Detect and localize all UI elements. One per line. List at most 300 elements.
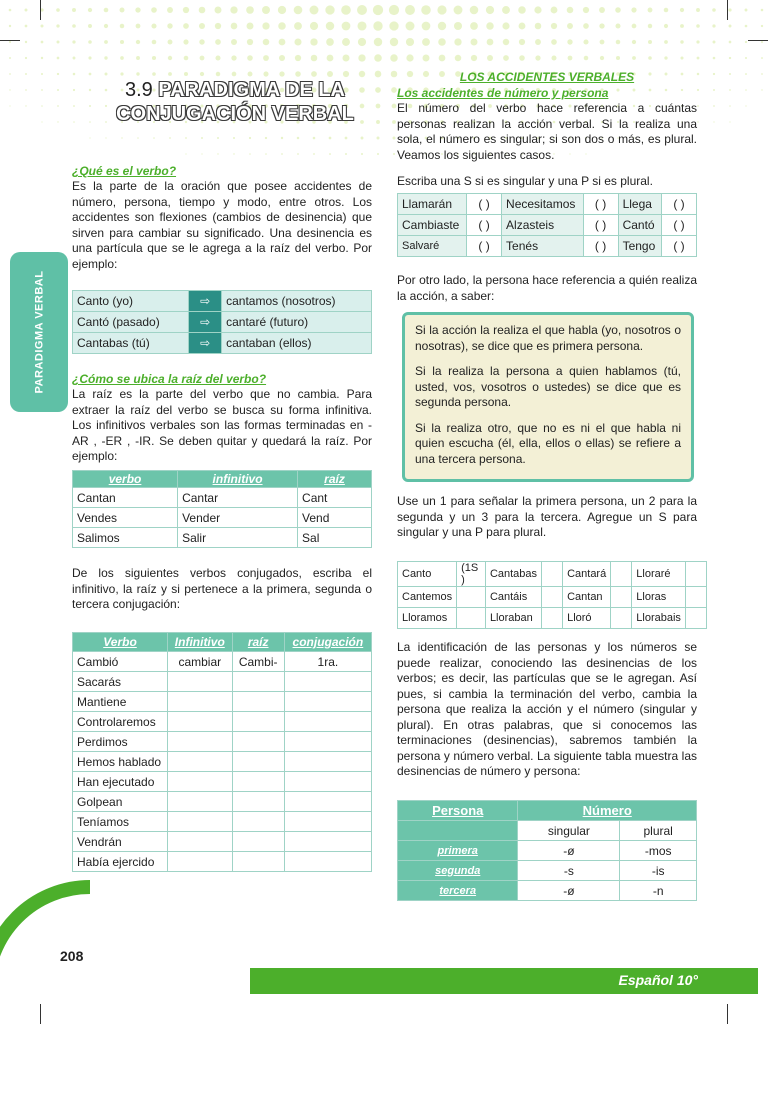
table-row (73, 488, 372, 508)
decorative-dot (247, 55, 253, 61)
decorative-dot (297, 153, 299, 155)
answer-cell (168, 812, 233, 832)
title-number: 3.9 (124, 79, 153, 101)
decorative-dot (105, 121, 107, 123)
table-row (398, 608, 707, 629)
answer-cell (168, 852, 233, 872)
decorative-dot (25, 105, 26, 106)
decorative-dot (518, 6, 526, 14)
decorative-dot (167, 23, 172, 28)
table-row (398, 215, 697, 236)
example-conjugation-table (72, 290, 372, 354)
decorative-dot (73, 89, 75, 91)
decorative-dot (310, 6, 319, 15)
table-cell: Cambió (73, 652, 168, 672)
decorative-dot (327, 55, 334, 62)
decorative-dot (313, 137, 316, 140)
decorative-dot (454, 6, 463, 15)
answer-cell: ( ) (583, 236, 618, 257)
heading-accidentes-verbales: LOS ACCIDENTES VERBALES (459, 70, 635, 84)
decorative-dot (231, 39, 237, 45)
decorative-dot (535, 55, 540, 60)
decorative-dot (57, 73, 59, 75)
decorative-dot (233, 137, 235, 139)
answer-cell (284, 852, 371, 872)
decorative-dot (648, 40, 652, 44)
decorative-dot (519, 23, 526, 30)
decorative-dot (9, 89, 10, 90)
decorative-dot (105, 105, 107, 107)
answer-cell (284, 752, 371, 772)
answer-cell (284, 712, 371, 732)
desinence-empty-cell (398, 821, 518, 841)
answer-cell (284, 732, 371, 752)
decorative-dot (167, 7, 173, 13)
arrow-icon: ⇨ (189, 291, 222, 312)
table-row (73, 291, 372, 312)
decorative-dot (389, 5, 399, 15)
crop-mark (40, 1004, 41, 1024)
decorative-dot (633, 89, 636, 92)
table-header-cell: verbo (73, 471, 178, 488)
decorative-dot (246, 6, 254, 14)
desinence-cell: -ø (518, 881, 620, 901)
decorative-dot (121, 137, 122, 138)
decorative-dot (519, 39, 525, 45)
answer-cell (232, 772, 284, 792)
decorative-dot (583, 39, 588, 44)
table-cell: Cantabas (tú) (73, 333, 189, 354)
table-cell: Perdimos (73, 732, 168, 752)
decorative-dot (329, 137, 332, 140)
decorative-dot (313, 153, 315, 155)
decorative-dot (41, 41, 44, 44)
decorative-dot (217, 137, 219, 139)
decorative-dot (390, 54, 397, 61)
answer-cell (232, 732, 284, 752)
decorative-dot (88, 8, 92, 12)
decorative-dot (199, 7, 206, 14)
answer-cell (457, 608, 486, 629)
decorative-dot (393, 137, 396, 140)
decorative-dot (183, 7, 189, 13)
decorative-dot (583, 7, 589, 13)
decorative-dot (375, 71, 382, 78)
table-cell: Cantó (618, 215, 661, 236)
decorative-dot (438, 38, 446, 46)
decorative-dot (185, 153, 186, 154)
decorative-dot (88, 40, 92, 44)
decorative-dot (357, 21, 366, 30)
decorative-dot (664, 8, 669, 13)
table-cell: Cantan (563, 587, 611, 608)
decorative-dot (502, 22, 509, 29)
decorative-dot (729, 57, 731, 59)
table-header-cell: conjugación (284, 633, 371, 652)
decorative-dot (534, 6, 541, 13)
footer-bar (250, 968, 758, 994)
decorative-dot (761, 73, 763, 75)
decorative-dot (73, 73, 76, 76)
answer-cell (168, 752, 233, 772)
decorative-dot (201, 153, 202, 154)
decorative-dot (56, 24, 59, 27)
decorative-dot (745, 105, 746, 106)
decorative-dot (393, 153, 395, 155)
decorative-dot (57, 89, 59, 91)
decorative-dot (295, 55, 301, 61)
decorative-dot (390, 38, 398, 46)
corner-arc-decoration (0, 880, 200, 1100)
decorative-dot (423, 55, 430, 62)
decorative-dot (535, 39, 541, 45)
decorative-dot (25, 73, 27, 75)
decorative-dot (248, 72, 253, 77)
decorative-dot (648, 24, 652, 28)
decorative-dot (25, 9, 28, 12)
decorative-dot (599, 7, 605, 13)
answer-cell (232, 812, 284, 832)
decorative-dot (200, 72, 204, 76)
table-header-cell: Infinitivo (168, 633, 233, 652)
decorative-dot (713, 57, 716, 60)
decorative-dot (25, 57, 27, 59)
table-row (73, 792, 372, 812)
decorative-dot (376, 120, 380, 124)
decorative-dot (249, 137, 251, 139)
decorative-dot (104, 56, 107, 59)
decorative-dot (345, 137, 348, 140)
desinence-cell: -ø (518, 841, 620, 861)
decorative-dot (231, 23, 238, 30)
decorative-dot (377, 137, 380, 140)
person-label: segunda (398, 861, 518, 881)
answer-cell: Cambi- (232, 652, 284, 672)
decorative-dot (279, 39, 286, 46)
answer-cell (168, 772, 233, 792)
decorative-dot (360, 104, 365, 109)
decorative-dot (631, 7, 636, 12)
person-label: primera (398, 841, 518, 861)
decorative-dot (745, 9, 748, 12)
decorative-dot (728, 8, 731, 11)
decorative-dot (41, 89, 43, 91)
table-row (398, 841, 697, 861)
decorative-dot (25, 89, 27, 91)
decorative-dot (360, 120, 364, 124)
table-cell: Cantáis (485, 587, 541, 608)
decorative-dot (151, 23, 156, 28)
heading-numero-persona: Los accidentes de número y persona (397, 86, 609, 100)
decorative-dot (632, 24, 637, 29)
decorative-dot (374, 54, 382, 62)
decorative-dot (697, 57, 700, 60)
decorative-dot (712, 8, 716, 12)
decorative-dot (9, 41, 11, 43)
decorative-dot (761, 25, 763, 27)
footer-book-title: Español 10° (618, 972, 698, 988)
desinence-header-persona: Persona (398, 801, 518, 821)
table-cell: Cantabas (485, 562, 541, 587)
table-row (398, 881, 697, 901)
decorative-dot (73, 57, 76, 60)
decorative-dot (551, 39, 557, 45)
answer-cell (232, 852, 284, 872)
decorative-dot (263, 55, 269, 61)
decorative-dot (391, 87, 397, 93)
page-number: 208 (60, 948, 84, 964)
decorative-dot (680, 40, 683, 43)
decorative-dot (616, 56, 620, 60)
table-row (73, 852, 372, 872)
decorative-dot (278, 6, 286, 14)
table-header-cell: raíz (298, 471, 372, 488)
decorative-dot (297, 137, 300, 140)
decorative-dot (72, 40, 75, 43)
decorative-dot (215, 7, 222, 14)
decorative-dot (342, 22, 351, 31)
answer-cell: ( ) (583, 194, 618, 215)
decorative-dot (697, 89, 699, 91)
decorative-dot (616, 88, 619, 91)
decorative-dot (216, 72, 220, 76)
decorative-dot (233, 153, 234, 154)
decorative-dot (327, 71, 333, 77)
decorative-dot (57, 57, 60, 60)
decorative-dot (104, 8, 109, 13)
table-cell: Llega (618, 194, 661, 215)
decorative-dot (568, 56, 573, 61)
decorative-dot (361, 137, 364, 140)
arrow-icon: ⇨ (189, 333, 222, 354)
decorative-dot (342, 38, 350, 46)
decorative-dot (615, 23, 620, 28)
decorative-dot (729, 25, 732, 28)
decorative-dot (567, 23, 573, 29)
decorative-dot (551, 7, 558, 14)
paragraph-instruccion-persona: Use un 1 para señalar la primera persona, un 2 para la segunda y un 3 para la tercera. Agregue un S para singular y una P para plural. (397, 494, 697, 539)
answer-cell: ( ) (662, 194, 697, 215)
decorative-dot (326, 22, 334, 30)
decorative-dot (374, 38, 382, 46)
decorative-dot (422, 22, 431, 31)
table-cell: Salvaré (398, 236, 467, 257)
decorative-dot (470, 38, 477, 45)
answer-cell (232, 752, 284, 772)
answer-cell (284, 792, 371, 812)
decorative-dot (136, 24, 141, 29)
arrow-icon: ⇨ (189, 312, 222, 333)
decorative-dot (745, 89, 747, 91)
decorative-dot (153, 137, 155, 139)
answer-cell (542, 587, 563, 608)
decorative-dot (72, 8, 76, 12)
decorative-dot (184, 56, 189, 61)
decorative-dot (168, 56, 172, 60)
decorative-dot (230, 6, 237, 13)
decorative-dot (120, 56, 124, 60)
box-tercera-persona: Si la realiza otro, que no es ni el que habla ni quien escucha (él, ella, ellos o ellas) se refiere a una tercera persona. (415, 420, 681, 466)
decorative-dot (503, 55, 509, 61)
decorative-dot (713, 105, 715, 107)
table-row (73, 528, 372, 548)
decorative-dot (761, 57, 763, 59)
decorative-dot (551, 55, 556, 60)
decorative-dot (265, 153, 267, 155)
table-cell: cantamos (nosotros) (222, 291, 372, 312)
decorative-dot (9, 9, 12, 12)
table-cell: Canto (398, 562, 457, 587)
paragraph-numero: El número del verbo hace referencia a cuántas personas realizan la acción verbal. Si la realiza una sola, el número es singular; si son dos o más, es plural. Veamos los siguientes casos. (397, 101, 697, 162)
decorative-dot (439, 55, 446, 62)
decorative-dot (761, 9, 764, 12)
decorative-dot (329, 153, 331, 155)
decorative-dot (247, 23, 254, 30)
decorative-dot (392, 104, 397, 109)
person-definition-box (402, 312, 694, 482)
page-title (110, 78, 360, 126)
decorative-dot (437, 5, 446, 14)
answer-cell (284, 692, 371, 712)
decorative-dot (551, 23, 557, 29)
table-cell: Lloró (563, 608, 611, 629)
table-row (73, 692, 372, 712)
decorative-dot (41, 57, 43, 59)
crop-mark (727, 0, 728, 20)
decorative-dot (359, 87, 365, 93)
decorative-dot (745, 41, 747, 43)
table-cell: Cantan (73, 488, 178, 508)
decorative-dot (616, 40, 621, 45)
decorative-dot (41, 73, 43, 75)
decorative-dot (454, 38, 461, 45)
decorative-dot (696, 24, 700, 28)
answer-cell (685, 608, 706, 629)
decorative-dot (584, 56, 589, 61)
decorative-dot (697, 105, 699, 107)
decorative-dot (88, 56, 91, 59)
title-line-2: CONJUGACIÓN VERBAL (116, 103, 354, 125)
decorative-dot (615, 7, 621, 13)
table-cell: Tenés (502, 236, 584, 257)
answer-cell: ( ) (467, 194, 502, 215)
table-cell: Canto (yo) (73, 291, 189, 312)
decorative-dot (294, 22, 302, 30)
table-cell: Lloraban (485, 608, 541, 629)
answer-cell: 1ra. (284, 652, 371, 672)
decorative-dot (470, 22, 478, 30)
table-header-cell: infinitivo (178, 471, 298, 488)
table-row (73, 772, 372, 792)
table-cell: Cant (298, 488, 372, 508)
decorative-dot (389, 21, 398, 30)
decorative-dot (263, 71, 268, 76)
answer-cell (232, 672, 284, 692)
answer-cell (232, 692, 284, 712)
answer-cell (284, 812, 371, 832)
decorative-dot (73, 105, 75, 107)
table-row (73, 333, 372, 354)
decorative-dot (664, 40, 668, 44)
decorative-dot (600, 56, 604, 60)
answer-cell (168, 732, 233, 752)
decorative-dot (681, 89, 683, 91)
decorative-dot (311, 71, 317, 77)
decorative-dot (294, 6, 303, 15)
decorative-dot (502, 6, 510, 14)
decorative-dot (729, 89, 731, 91)
table-cell: Lloramos (398, 608, 457, 629)
heading-que-es-el-verbo: ¿Qué es el verbo? (72, 164, 177, 178)
table-cell: Había ejercido (73, 852, 168, 872)
table-row (73, 652, 372, 672)
table-row (398, 562, 707, 587)
desinence-subheader-plural: plural (620, 821, 697, 841)
answer-cell (284, 672, 371, 692)
desinence-subheader-singular: singular (518, 821, 620, 841)
decorative-dot (696, 8, 700, 12)
desinence-header-numero: Número (518, 801, 697, 821)
decorative-dot (136, 56, 140, 60)
answer-cell (542, 562, 563, 587)
table-cell: Cantará (563, 562, 611, 587)
decorative-dot (281, 153, 283, 155)
decorative-dot (713, 41, 716, 44)
decorative-dot (697, 121, 698, 122)
decorative-dot (438, 22, 446, 30)
decorative-dot (168, 40, 173, 45)
decorative-dot (583, 23, 589, 29)
decorative-dot (25, 25, 28, 28)
decorative-dot (262, 6, 270, 14)
table-cell: Cantó (pasado) (73, 312, 189, 333)
decorative-dot (104, 24, 108, 28)
decorative-dot (357, 5, 367, 15)
decorative-dot (406, 22, 415, 31)
decorative-dot (281, 137, 283, 139)
table-cell: Vender (178, 508, 298, 528)
decorative-dot (262, 22, 269, 29)
crop-mark (727, 1004, 728, 1024)
decorative-dot (713, 121, 714, 122)
answer-cell (232, 712, 284, 732)
table-cell: cantaban (ellos) (222, 333, 372, 354)
table-cell: Golpean (73, 792, 168, 812)
table-cell: Cambiaste (398, 215, 467, 236)
decorative-dot (9, 25, 11, 27)
answer-cell: ( ) (662, 215, 697, 236)
decorative-dot (342, 54, 349, 61)
decorative-dot (377, 153, 379, 155)
decorative-dot (104, 40, 108, 44)
decorative-dot (201, 137, 203, 139)
decorative-dot (88, 24, 92, 28)
decorative-dot (729, 105, 731, 107)
decorative-dot (72, 24, 76, 28)
decorative-dot (373, 5, 383, 15)
desinence-cell: -mos (620, 841, 697, 861)
decorative-dot (169, 137, 171, 139)
table-cell: Alzasteis (502, 215, 584, 236)
paragraph-desinencias: La identificación de las personas y los números se puede realizar, conociendo las desinencias de los verbos; es decir, las partículas que se le agregan. Así pues, si cambia la terminación del verbo, cambia la persona que realiza la acción y el número (singular y plural). En otras palabras, que si conocemos las terminaciones (desinencias), sabremos también la persona y número verbal. La siguiente tabla muestra las desinencias de número y persona: (397, 640, 697, 778)
table-row (398, 236, 697, 257)
decorative-dot (745, 57, 747, 59)
answer-cell (232, 792, 284, 812)
crop-mark (40, 0, 41, 20)
decorative-dot (152, 40, 157, 45)
decorative-dot (215, 23, 221, 29)
side-tab-label: PARADIGMA VERBAL (33, 270, 46, 394)
